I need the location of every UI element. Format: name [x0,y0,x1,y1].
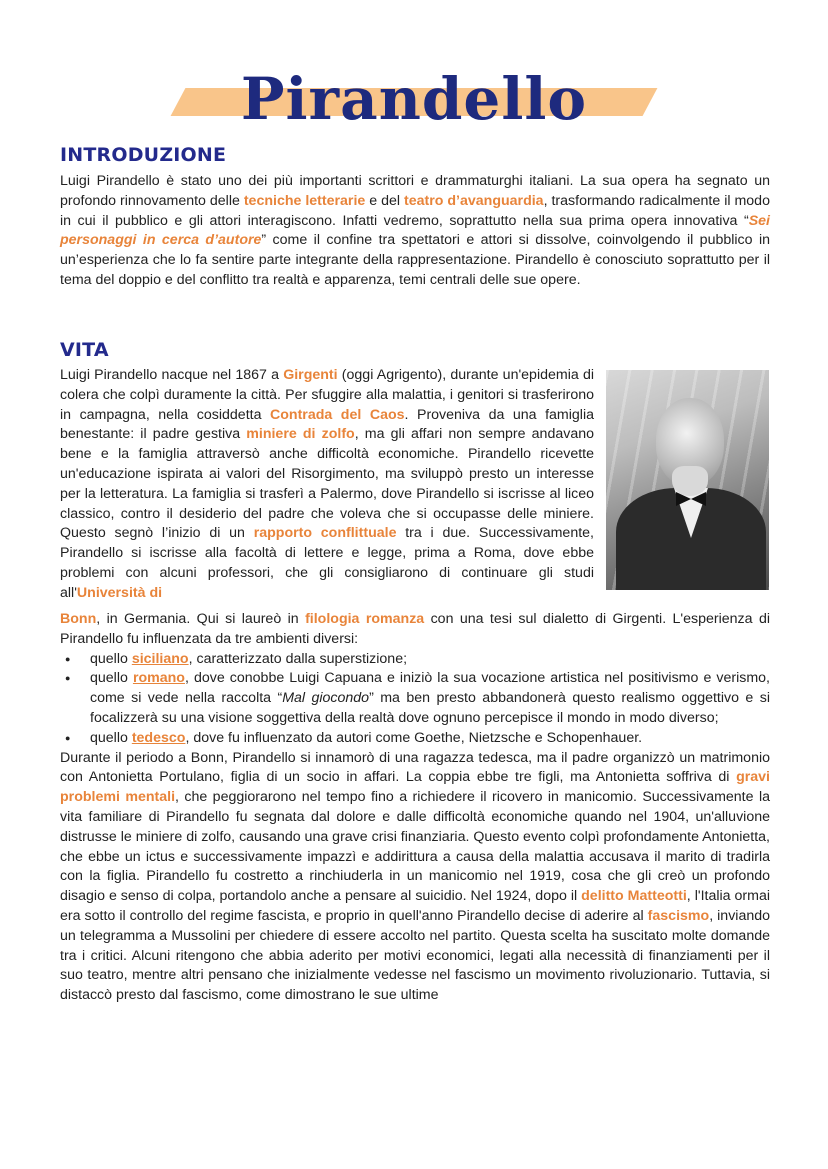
text-run: , trasformando radicalmente il modo in cui il pubblico e gli attori interagiscono. Infatti vedremo, soprattutto nella sua prima opera innovativa “ [60,192,770,229]
text-run: (oggi Agrigento), durante un'epidemia di colera che colpì duramente la città. Per sfuggire alla malattia, i genitori si trasferirono in campagna, nella cosiddetta [60,367,594,423]
text-run: , caratterizzato dalla superstizione; [188,650,408,667]
highlight-term: Contrada del Caos [270,406,405,423]
highlight-term: romano [132,670,185,687]
highlight-term: Università di [76,584,163,601]
text-run: Luigi Pirandello è stato uno dei più importanti scrittori e drammaturghi italiani. La sua opera ha segnato un profondo rinnovamento delle [60,173,770,209]
vita-continuation [60,610,770,650]
highlight-term: siciliano [131,650,189,667]
text-run: Luigi Pirandello nacque nel 1867 a [60,367,284,383]
title-banner [178,62,650,136]
text-run: , l'Italia ormai era sotto il controllo del regime fascista, e proprio in quell'anno Pirandello decise di aderire al [60,888,771,924]
highlight-term: filologia romanza [305,611,425,627]
text-run: quello [90,670,133,687]
highlight-term: miniere di zolfo [246,426,355,443]
highlight-term: gravi problemi mentali [60,769,770,806]
photo-beard [672,466,708,496]
text-run: . Proveniva da una famiglia benestante: il padre gestiva [60,406,594,443]
text-run: e del [365,192,404,209]
text-run: , dove fu influenzato da autori come Goethe, Nietzsche e Schopenhauer. [185,729,643,746]
highlight-term: Bonn [60,611,97,627]
list-item [90,669,770,728]
text-run: , che peggiorarono nel tempo fino a richiedere il ricovero in manicomio. Successivamente la vita familiare di Pirandello fu segnata dal dolore e dalle difficoltà economiche quando nel 1904, un'alluvione distrusse le miniere di zolfo, causando una grave crisi finanziaria. Questo evento colpì profondamente Antonietta, che ebbe un ictus e successivamente impazzì e addirittura a causa della malattia accusava il marito di tradirla con la figlia. Pirandello fu costretto a rinchiuderla in un manicomio nel 1919, cosa che gli creò un profondo disagio e senso di colpa, portandolo anche a pensare al suicidio. Nel 1924, dopo il [60,789,770,905]
highlight-term: teatro d’avanguardia [404,192,544,209]
highlight-term: Girgenti [283,367,338,383]
highlight-term: fascismo [647,907,710,924]
italic-title: Mal giocondo [282,690,370,707]
intro-heading: INTRODUZIONE [60,144,227,166]
text-run: ” ma ben presto abbandonerà questo realismo oggettivo e si focalizzerà su una visione soggettiva della realtà dove ognuno percepisce il mondo in modo diverso; [90,690,770,726]
text-run: , in Germania. Qui si laureò in [96,611,306,627]
text-run: , inviando un telegramma a Mussolini per chiedere di essere accolto nel partito. Questa scelta ha suscitato molte domande tra i critici. Alcuni ritengono che abbia aderito per motivi economici, legati alla necessità di finanziamenti per il suo teatro, mentre altri pensano che inizialmente vedesse nel fascismo un movimento rivoluzionario. Tuttavia, si distaccò presto dal fascismo, come dimostrano le sue ultime [60,907,771,1004]
text-run: ” come il confine tra spettatori e attori si dissolve, coinvolgendo il pubblico in un’esperienza che lo fa sentire parte integrante della rappresentazione. Pirandello è conosciuto soprattutto per il tema del doppio e del conflitto tra realtà e apparenza, temi centrali delle sue opere. [60,232,770,288]
list-item [90,729,770,749]
vita-heading: VITA [60,339,109,361]
text-run: , dove conobbe Luigi Capuana e iniziò la sua vocazione artistica nel positivismo e verismo, come si vede nella raccolta “ [90,670,770,707]
text-run: Durante il periodo a Bonn, Pirandello si innamorò di una ragazza tedesca, ma il padre organizzò un matrimonio con Antonietta Portulano, figlia di un socio in affari. La coppia ebbe tre figli, ma Antonietta soffriva di [60,749,770,786]
text-run: quello [90,650,132,667]
highlight-term: tedesco [131,729,186,746]
highlight-term: delitto Matteotti [581,888,687,905]
intro-paragraph [60,172,770,291]
portrait-photo [606,370,769,590]
highlight-title: Sei personaggi in cerca d’autore [60,212,770,249]
list-item [90,650,770,670]
vita-paragraph-3 [60,749,770,1006]
vita-paragraph-2 [60,610,770,1006]
text-run: tra i due. Successivamente, Pirandello si iscrisse alla facoltà di lettere e legge, prima a Roma, dove ebbe problemi con alcuni professori, che gli consigliarono di continuare gli studi all' [60,525,594,601]
highlight-term: tecniche letterarie [243,192,366,209]
highlight-term: rapporto conflittuale [253,525,397,542]
influences-list [60,650,770,749]
vita-paragraph-1 [60,366,594,604]
text-run: con una tesi sul dialetto di Girgenti. L'esperienza di Pirandello fu influenzata da tre ambienti diversi: [60,611,770,647]
text-run: , ma gli affari non sempre andavano bene e la famiglia attraversò anche difficoltà economiche. Pirandello ricevette un'educazione ispirata ai valori del Risorgimento, ma sviluppò presto un interesse per la letteratura. La famiglia si trasferì a Palermo, dove Pirandello si iscrisse al liceo classico, contro il desiderio del padre che voleva che si occupasse delle miniere. Questo segnò l’inizio di un [60,426,594,542]
text-run: quello [90,729,132,746]
page-title: Pirandello [240,65,588,133]
